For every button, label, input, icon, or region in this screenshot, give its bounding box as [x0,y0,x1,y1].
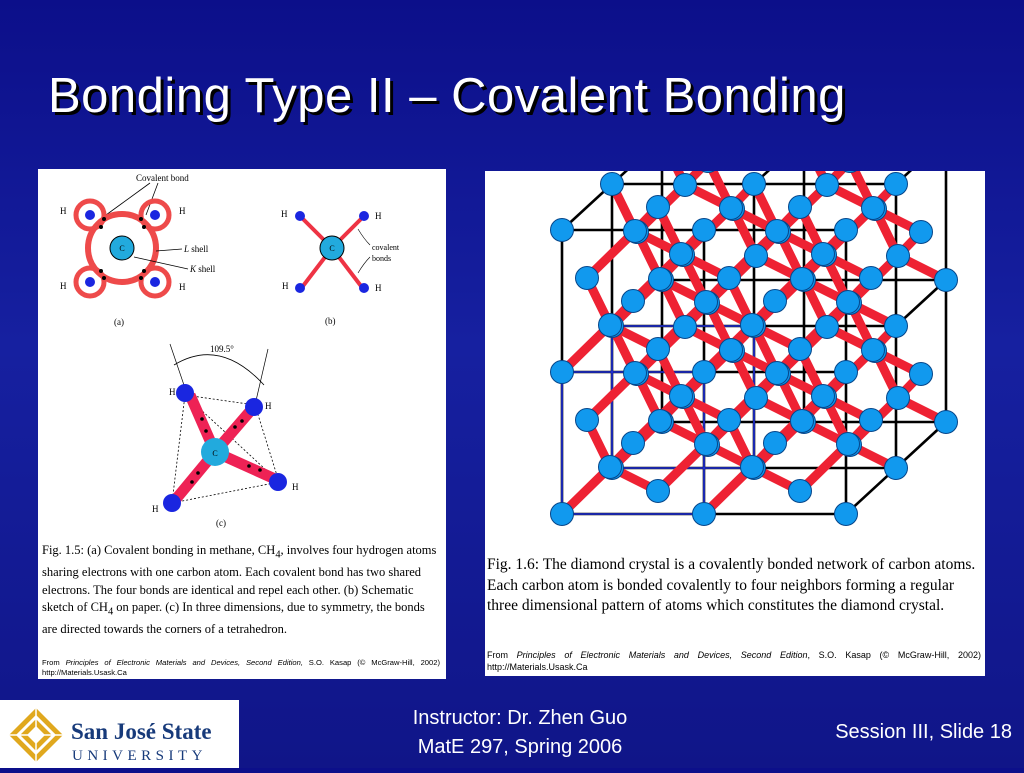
carbon-atom [599,456,622,479]
carbon-atom [887,387,910,410]
methane-diagram [38,169,446,541]
carbon-atom [764,290,787,313]
carbon-atom [791,410,814,433]
svg-text:K shell: K shell [190,264,216,274]
carbon-atom [693,361,716,384]
university-logo [0,700,239,768]
carbon-atom [791,268,814,291]
svg-text:C: C [212,449,218,458]
carbon-atom [887,245,910,268]
carbon-atom [647,196,670,219]
carbon-atom [741,314,764,337]
carbon-atom [693,219,716,242]
carbon-atom [576,409,599,432]
carbon-atom [741,456,764,479]
carbon-atom [718,267,741,290]
methane-schematic-b [281,209,400,326]
carbon-atom [718,409,741,432]
carbon-atom [695,433,718,456]
carbon-atom [835,219,858,242]
carbon-atom [766,362,789,385]
svg-text:C: C [329,244,335,253]
svg-text:bonds: bonds [372,254,392,263]
svg-text:covalent: covalent [372,243,400,252]
fig15-source-url: http://Materials.Usask.Ca [42,668,127,677]
carbon-atom [789,196,812,219]
carbon-atom [745,387,768,410]
diamond-figure-panel [485,171,985,676]
carbon-atom [720,197,743,220]
carbon-atom [816,174,839,197]
fig16-source: From Principles of Electronic Materials and Devices, Second Edition, S.O. Kasap (© McGraw-Hill, 2002) http://Materials.Usask.Ca [487,650,982,672]
methane-tetrahedron-c [152,344,299,528]
svg-text:H: H [265,401,272,411]
carbon-atom [816,316,839,339]
fig16-source-url: http://Materials.Usask.Ca [487,662,588,672]
footer-instructor: Instructor: Dr. Zhen Guo [412,707,628,729]
carbon-atom [649,410,672,433]
svg-text:H: H [60,281,67,291]
svg-text:H: H [60,206,67,216]
footer-instructor-block [330,704,710,762]
svg-text:UNIVERSITY: UNIVERSITY [72,748,207,764]
carbon-atom [835,503,858,526]
carbon-atom [862,197,885,220]
svg-text:H: H [375,211,382,221]
svg-text:109.5°: 109.5° [210,344,234,354]
carbon-atom [670,243,693,266]
carbon-atom [860,267,883,290]
carbon-atom [647,338,670,361]
svg-text:H: H [281,209,288,219]
carbon-atom [885,173,908,196]
svg-text:H: H [179,282,186,292]
svg-text:(c): (c) [216,518,226,528]
carbon-atom [576,267,599,290]
svg-text:L shell: L shell [184,244,209,254]
svg-text:H: H [375,283,382,293]
carbon-atom [720,339,743,362]
carbon-atom [622,432,645,455]
methane-figure-panel [38,169,446,679]
carbon-atom [551,361,574,384]
carbon-atom [693,503,716,526]
footer-course: MatE 297, Spring 2006 [417,736,623,758]
covalent-bond-label: Covalent bond [136,173,189,183]
carbon-atom [885,315,908,338]
carbon-atom [812,385,835,408]
carbon-atom [649,268,672,291]
carbon-atom [935,411,958,434]
carbon-atom [674,316,697,339]
carbon-atom [910,363,933,386]
svg-text:H: H [179,206,186,216]
svg-text:H: H [282,281,289,291]
carbon-atom [743,173,766,196]
carbon-atom [860,409,883,432]
carbon-atom [624,220,647,243]
carbon-atom [885,457,908,480]
svg-text:(b): (b) [325,316,336,326]
carbon-atom [674,174,697,197]
carbon-atom [622,290,645,313]
fig16-caption: Fig. 1.6: The diamond crystal is a covalently bonded network of carbon atoms. Each carbon atom is bonded covalently to four neighbors forming a regular three dimensional pattern of atoms which constitutes the diamond crystal. [487,556,976,614]
carbon-atom [764,432,787,455]
footer-slide-number: Session III, Slide 18 [835,721,1012,743]
svg-text:H: H [292,482,299,492]
sjsu-logo-mark [0,700,239,768]
carbon-atom [599,314,622,337]
carbon-atom [695,291,718,314]
carbon-atom [789,480,812,503]
svg-text:H: H [152,504,159,514]
carbon-atom [935,269,958,292]
carbon-atom [745,245,768,268]
carbon-atom [766,220,789,243]
carbon-atom [910,221,933,244]
carbon-atom [601,173,624,196]
carbon-atom [862,339,885,362]
carbon-atom [624,362,647,385]
carbon-atom [837,433,860,456]
svg-text:San José State: San José State [71,719,212,744]
fig15-caption: Fig. 1.5: (a) Covalent bonding in methane, $CH_4$, involves four hydrogen atoms sharing electrons with one carbon atom. Each covalent bond has two shared electrons. The four bonds are identical and repel each other. (b) Schematic sketch of $CH_4$ on paper. (c) In three dimensions, due to symmetry, the bonds are directed towards the corners of a tetrahedron. [42,543,437,636]
carbon-atom [551,219,574,242]
svg-text:H: H [169,387,176,397]
carbon-atom [551,503,574,526]
svg-text:C: C [119,244,125,253]
carbon-atom [789,338,812,361]
slide-title: Bonding Type II – Covalent Bonding [48,69,846,123]
carbon-atom [812,243,835,266]
carbon-atom [835,361,858,384]
carbon-atom [837,291,860,314]
diamond-crystal-diagram [485,171,985,551]
methane-shell-diagram-a [60,173,216,327]
carbon-atom [670,385,693,408]
carbon-atom [647,480,670,503]
fig15-source: From Principles of Electronic Materials and Devices, Second Edition, S.O. Kasap (© McGraw-Hill, 2002) http://Materials.Usask.Ca [42,658,440,677]
svg-text:(a): (a) [114,317,124,327]
